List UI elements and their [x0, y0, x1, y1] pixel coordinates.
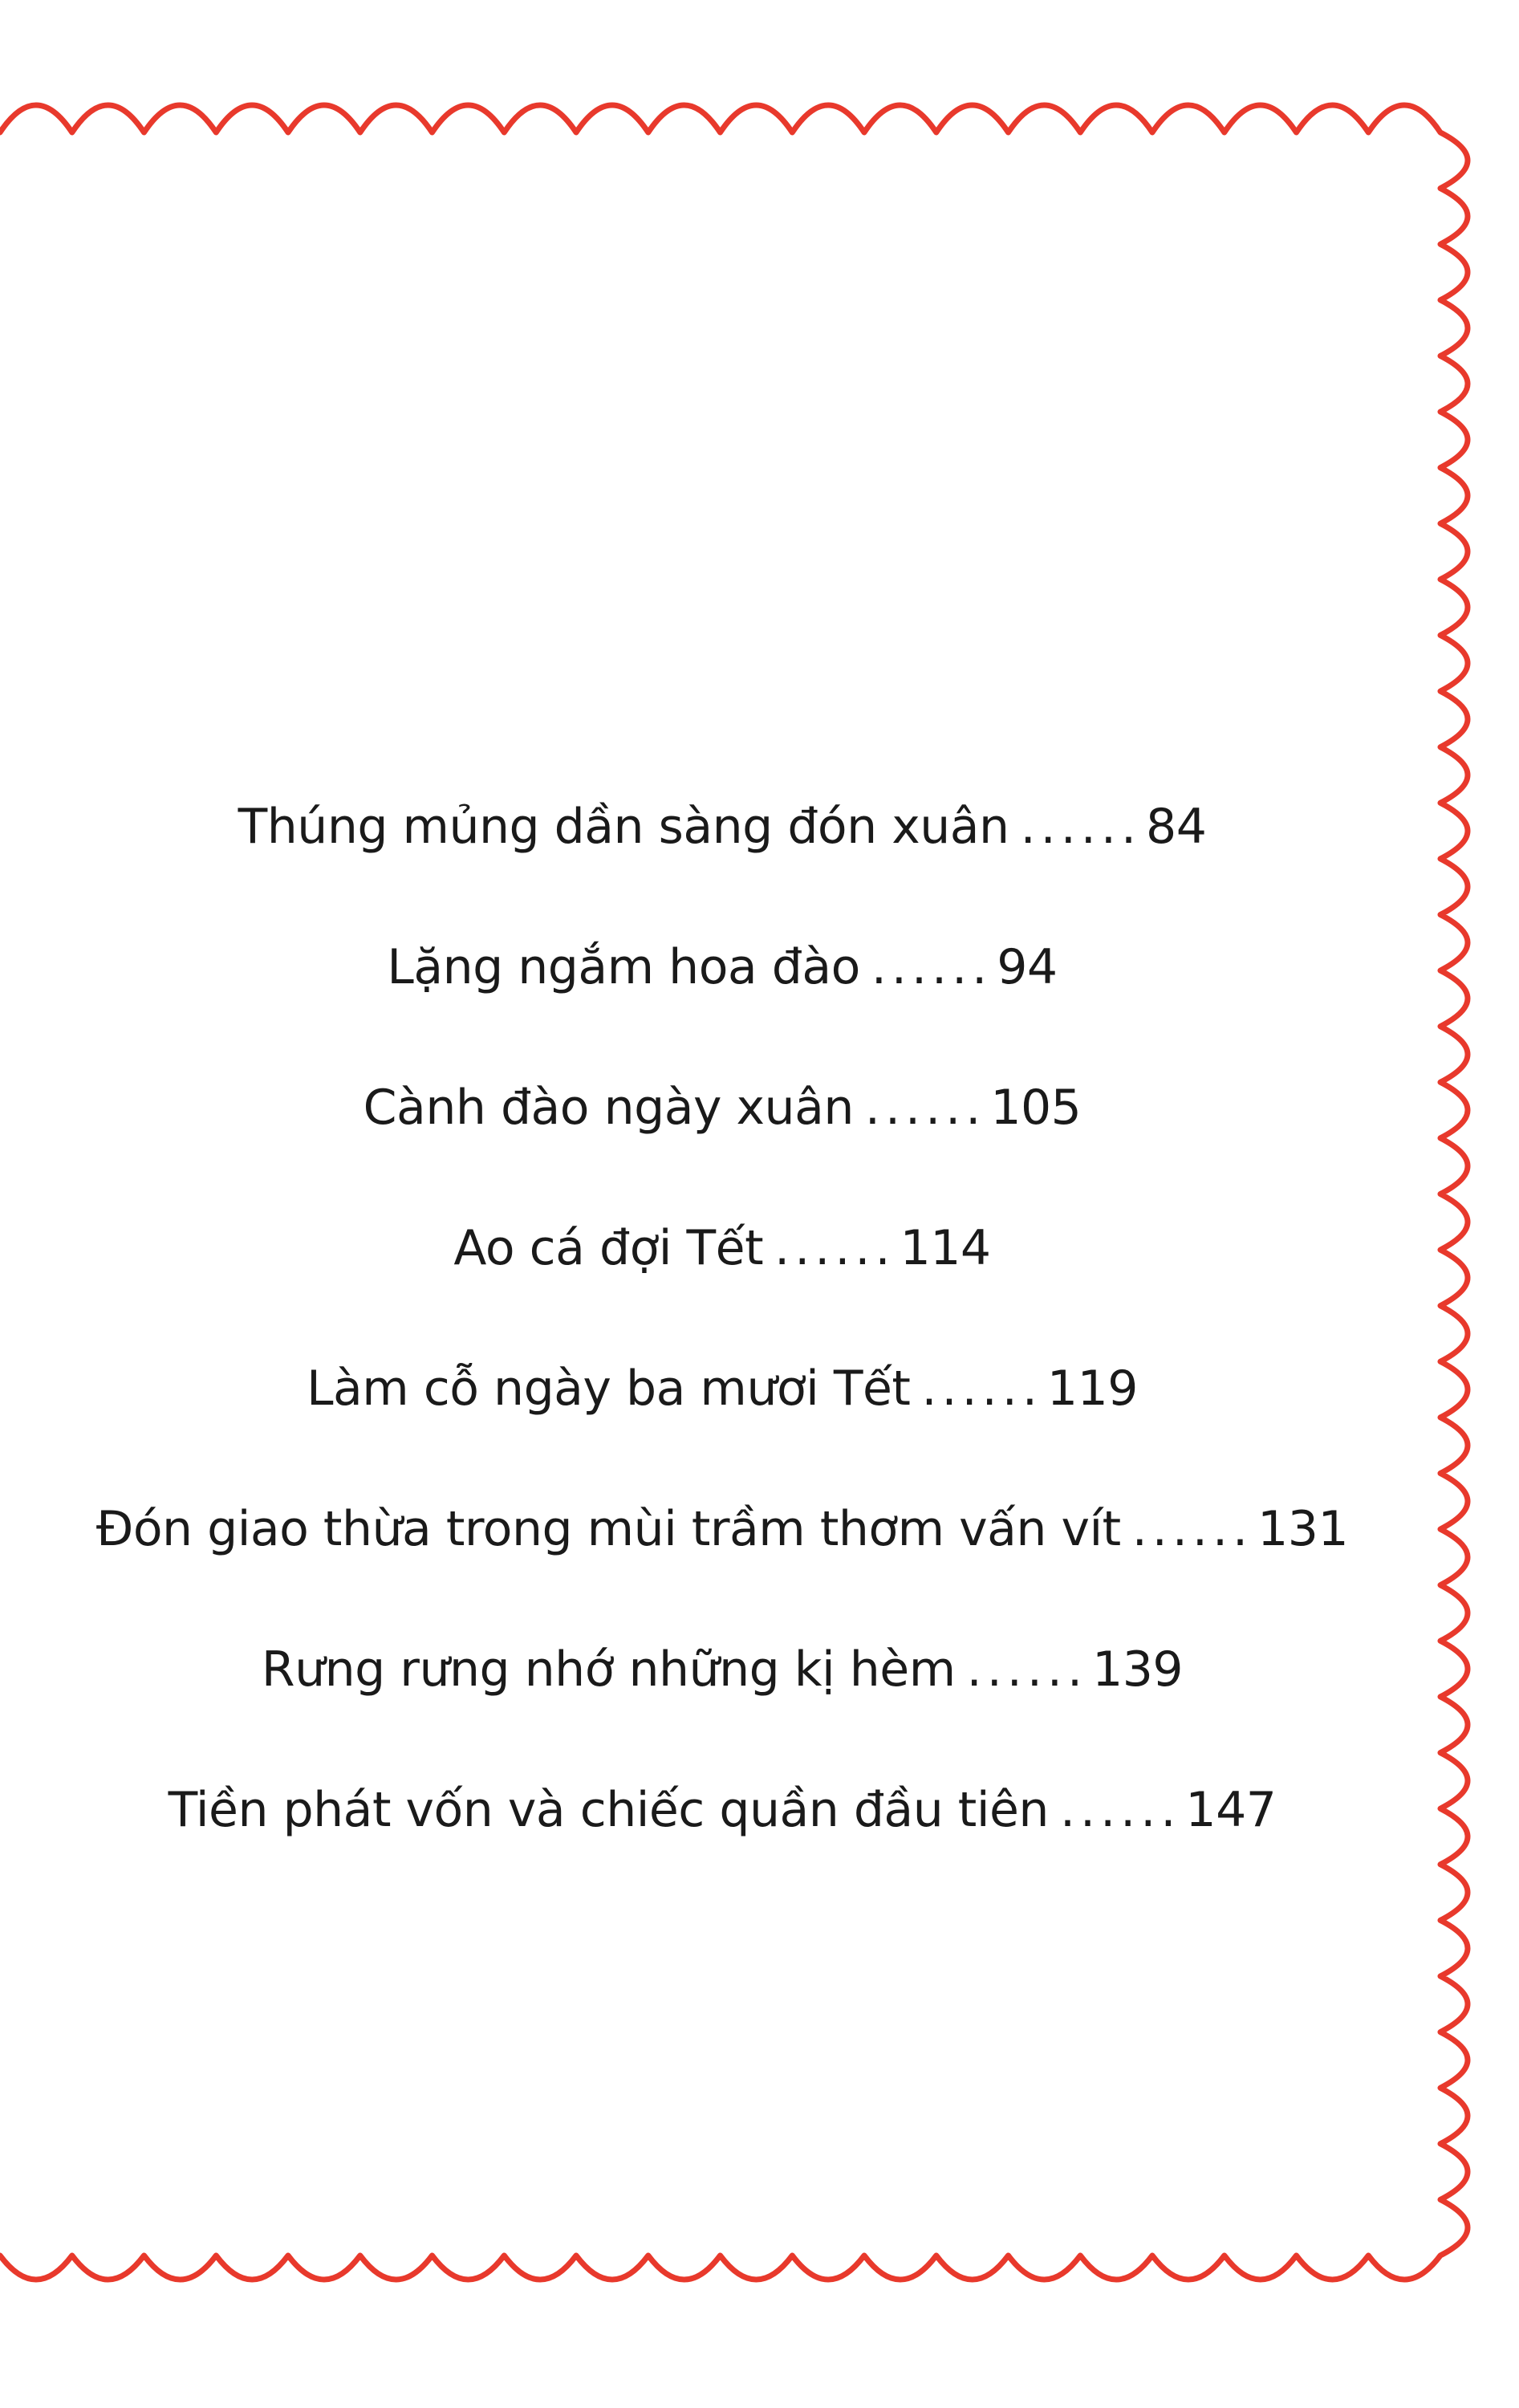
toc-leader-dots: ......	[921, 1361, 1042, 1417]
toc-leader-dots: ......	[864, 1080, 986, 1136]
toc-entry-title: Rưng rưng nhớ những kị hèm	[261, 1641, 956, 1698]
toc-entry[interactable]	[0, 1216, 1444, 1280]
toc-page-number: 147	[1185, 1782, 1277, 1838]
toc-leader-dots: ......	[966, 1641, 1088, 1698]
toc-entry[interactable]	[0, 1076, 1444, 1140]
toc-entry-title: Cành đào ngày xuân	[363, 1080, 854, 1136]
toc-leader-dots: ......	[1059, 1782, 1181, 1838]
toc-leader-dots: ......	[1020, 799, 1142, 855]
toc-entry-title: Ao cá đợi Tết	[453, 1220, 764, 1276]
toc-entry-title: Làm cỗ ngày ba mươi Tết	[307, 1361, 911, 1417]
toc-entry-title: Đón giao thừa trong mùi trầm thơm vấn vít	[95, 1501, 1121, 1557]
toc-leader-dots: ......	[774, 1220, 896, 1276]
toc-entry[interactable]	[0, 935, 1444, 999]
toc-page-number: 119	[1046, 1361, 1138, 1417]
toc-leader-dots: ......	[1131, 1501, 1253, 1557]
toc-page-number: 84	[1146, 799, 1207, 855]
toc-page-number: 114	[900, 1220, 991, 1276]
toc-leader-dots: ......	[871, 939, 993, 995]
toc-entry-title: Tiền phát vốn và chiếc quần đầu tiên	[168, 1782, 1049, 1838]
toc-entry[interactable]	[0, 1778, 1444, 1842]
toc-entry[interactable]	[0, 795, 1444, 859]
toc-entry-title: Lặng ngắm hoa đào	[387, 939, 860, 995]
toc-page-number: 94	[997, 939, 1058, 995]
toc-page-number: 105	[990, 1080, 1082, 1136]
toc-entry[interactable]	[0, 1637, 1444, 1702]
toc-entry[interactable]	[0, 1357, 1444, 1421]
toc-page-number: 131	[1257, 1501, 1349, 1557]
toc-entry[interactable]	[0, 1497, 1444, 1561]
toc-entry-title: Thúng mủng dần sàng đón xuân	[238, 799, 1009, 855]
toc-page-number: 139	[1092, 1641, 1184, 1698]
